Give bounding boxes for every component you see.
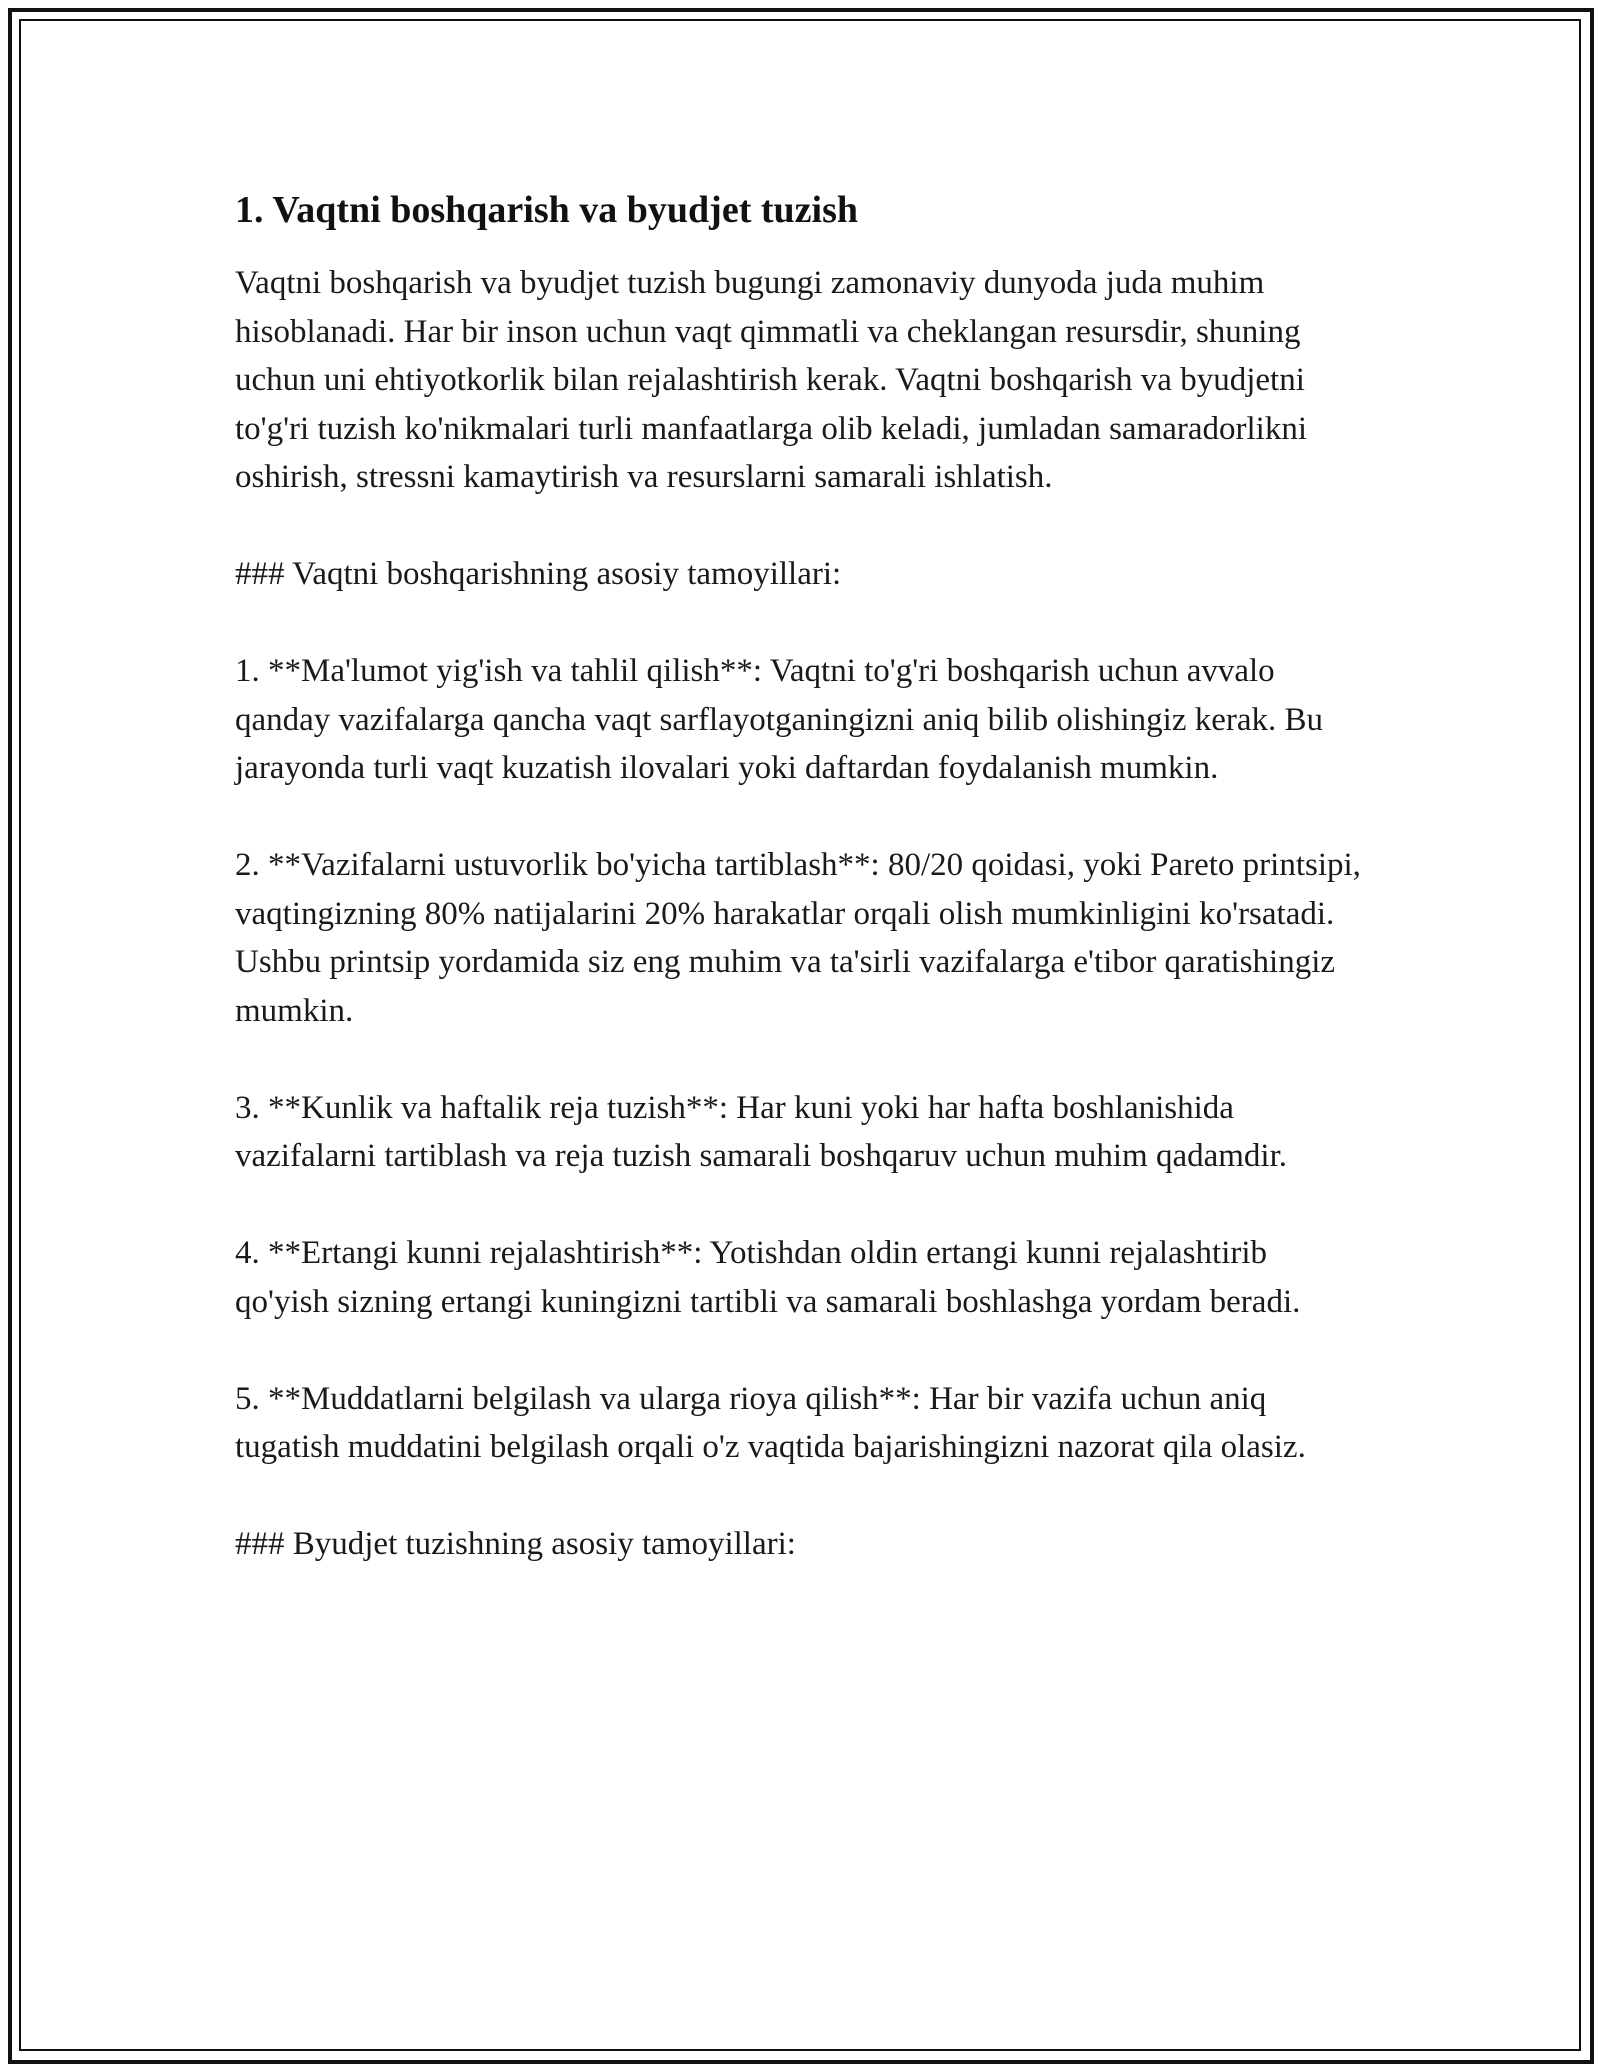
section-heading-budgeting: ### Byudjet tuzishning asosiy tamoyillari: — [235, 1526, 796, 1562]
intro-paragraph: Vaqtni boshqarish va byudjet tuzish bugungi zamonaviy dunyoda juda muhim hisoblanadi. Har bir inson uchun vaqt qimmatli va cheklangan resursdir, shuning uchun uni ehtiyotkorlik bilan rejalashtirish kerak. Vaqtni boshqarish va byudjetni to'g'ri tuzish ko'nikmalari turli manfaatlarga olib keladi, jumladan samaradorlikni oshirish, stressni kamaytirish va resurslarni samarali ishlatish. — [235, 265, 1308, 495]
list-item: 1. **Ma'lumot yig'ish va tahlil qilish**: Vaqtni to'g'ri boshqarish uchun avvalo qanday vazifalarga qancha vaqt sarflayotganingizni aniq bilib olishingiz kerak. Bu jarayonda turli vaqt kuzatish ilovalari yoki daftardan foydalanish mumkin. — [235, 653, 1324, 786]
document-title: 1. Vaqtni boshqarish va byudjet tuzish — [235, 189, 858, 231]
document-body — [235, 186, 1365, 1569]
list-item: 5. **Muddatlarni belgilash va ularga rioya qilish**: Har bir vazifa uchun aniq tugatish muddatini belgilash orqali o'z vaqtida bajarishingizni nazorat qila olasiz. — [235, 1380, 1306, 1465]
list-item: 3. **Kunlik va haftalik reja tuzish**: Har kuni yoki har hafta boshlanishida vazifalarni tartiblash va reja tuzish samarali boshqaruv uchun muhim qadamdir. — [235, 1089, 1288, 1174]
list-item: 4. **Ertangi kunni rejalashtirish**: Yotishdan oldin ertangi kunni rejalashtirib qo'yish sizning ertangi kuningizni tartibli va samarali boshlashga yordam beradi. — [235, 1235, 1301, 1320]
list-item: 2. **Vazifalarni ustuvorlik bo'yicha tartiblash**: 80/20 qoidasi, yoki Pareto printsipi, vaqtingizning 80% natijalarini 20% harakatlar orqali olish mumkinligini ko'rsatadi. Ushbu printsip yordamida siz eng muhim va ta'sirli vazifalarga e'tibor qaratishingiz mumkin. — [235, 847, 1361, 1029]
section-heading-time-management: ### Vaqtni boshqarishning asosiy tamoyillari: — [235, 556, 842, 592]
